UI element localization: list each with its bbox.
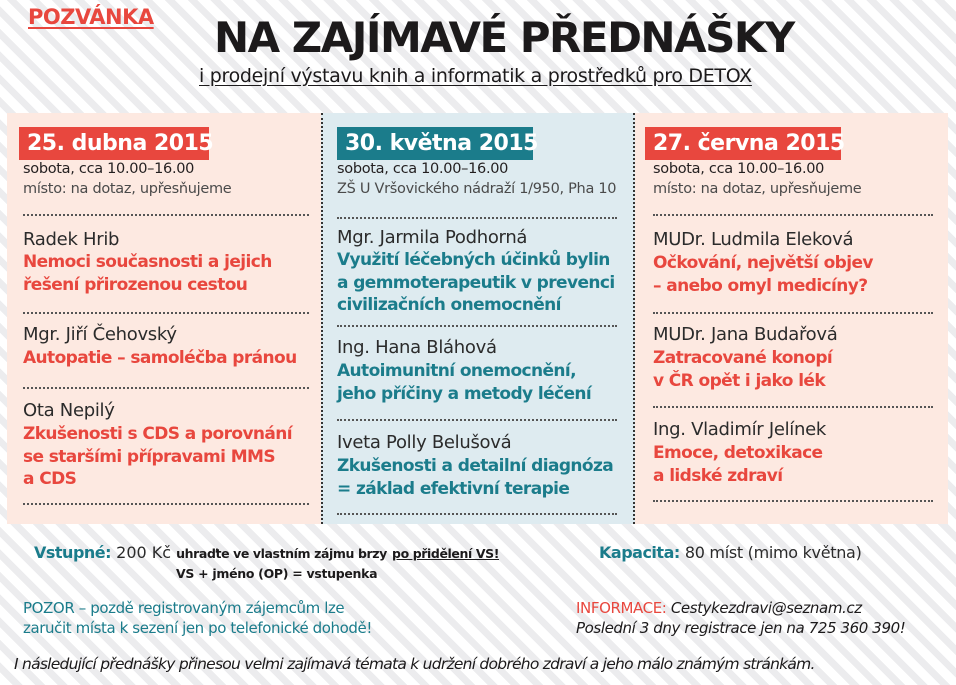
admission-price: 200 Kč: [116, 543, 172, 562]
talk-title: [337, 360, 591, 405]
dotted-divider: [653, 312, 933, 314]
speaker-name: Iveta Polly Belušová: [337, 432, 512, 453]
talk-title-line: a gemmoterapeutik v prevenci: [337, 272, 615, 293]
event-place: místo: na dotaz, upřesňujeme: [653, 181, 862, 197]
invitation-label: POZVÁNKA: [28, 5, 154, 29]
talk-title-line: Zkušenosti a detailní diagnóza: [337, 456, 614, 476]
dotted-divider: [23, 214, 309, 216]
talk-title-line: civilizačních onemocnění: [337, 295, 561, 315]
warning-line: POZOR – pozdě registrovaným zájemcům lze: [23, 599, 345, 617]
talk-title-line: Využití léčebných účinků bylin: [337, 250, 610, 270]
contact-email[interactable]: Cestykezdravi@seznam.cz: [670, 599, 862, 617]
speaker-name: MUDr. Ludmila Eleková: [653, 229, 854, 250]
dotted-divider: [653, 500, 933, 502]
talk-title: [653, 442, 822, 487]
talk-title-line: Emoce, detoxikace: [653, 443, 823, 463]
event-time: sobota, cca 10.00–16.00: [23, 161, 195, 177]
capacity-label: Kapacita:: [599, 543, 680, 562]
event-place: místo: na dotaz, upřesňujeme: [23, 181, 232, 197]
talk-title-line: se staršími přípravami MMS: [23, 446, 275, 467]
speaker-name: Ing. Vladimír Jelínek: [653, 419, 827, 440]
dotted-divider: [23, 312, 309, 314]
talk-title-line: Zkušenosti s CDS a porovnání: [23, 424, 293, 444]
talk-title-line: Zatracované konopí: [653, 348, 833, 368]
dotted-divider: [337, 217, 617, 219]
talk-title: [337, 455, 613, 500]
talk-title: [337, 249, 615, 317]
event-panel-june: [635, 113, 948, 524]
warning-line: zaručit místa k sezení jen po telefonické dohodě!: [23, 619, 372, 637]
event-date: 25. dubna 2015: [19, 127, 209, 160]
page-title: NA ZAJÍMAVÉ PŘEDNÁŠKY: [214, 13, 794, 62]
admission-ticket-note: VS + jméno (OP) = vstupenka: [176, 566, 378, 581]
admission-vs-note: po přidělení VS!: [392, 546, 500, 561]
speaker-name: Mgr. Jiří Čehovský: [23, 324, 177, 345]
talk-title-line: = základ efektivní terapie: [337, 478, 570, 499]
admission-info: [34, 543, 499, 562]
talk-title: [23, 423, 292, 491]
dotted-divider: [653, 406, 933, 408]
event-panel-april: [7, 113, 321, 524]
talk-title-line: a lidské zdraví: [653, 465, 783, 486]
dotted-divider: [653, 214, 933, 216]
speaker-name: Ota Nepilý: [23, 400, 115, 421]
talk-title: [23, 251, 272, 296]
speaker-name: MUDr. Jana Budařová: [653, 324, 838, 345]
event-panel-may: [321, 113, 635, 524]
talk-title: [653, 347, 832, 392]
contact-info: [576, 598, 905, 638]
talk-title-line: Autopatie – samoléčba pránou: [23, 348, 297, 368]
event-time: sobota, cca 10.00–16.00: [337, 161, 509, 177]
event-date: 27. června 2015: [645, 127, 841, 160]
page-subtitle: i prodejní výstavu knih a informatik a prostředků pro DETOX: [199, 65, 752, 87]
capacity-info: [599, 543, 862, 562]
speaker-name: Ing. Hana Bláhová: [337, 337, 497, 358]
admission-note: uhraďte ve vlastním zájmu brzy: [176, 546, 387, 561]
dotted-divider: [337, 419, 617, 421]
closing-note: I následující přednášky přinesou velmi zajímavá témata k udržení dobrého zdraví a jeho málo známým stránkám.: [14, 655, 815, 673]
info-label: INFORMACE:: [576, 599, 667, 617]
talk-title-line: v ČR opět i jako lék: [653, 370, 826, 391]
dotted-divider: [337, 513, 617, 515]
dotted-divider: [337, 325, 617, 327]
talk-title: [23, 347, 297, 370]
admission-label: Vstupné:: [34, 543, 112, 562]
registration-phone-note: Poslední 3 dny registrace jen na 725 360 390!: [576, 619, 906, 637]
talk-title-line: řešení přirozenou cestou: [23, 274, 248, 295]
event-time: sobota, cca 10.00–16.00: [653, 161, 825, 177]
talk-title-line: Očkování, největší objev: [653, 253, 873, 273]
talk-title-line: – anebo omyl medicíny?: [653, 275, 868, 296]
talk-title-line: Nemoci současnosti a jejich: [23, 252, 272, 272]
talk-title-line: jeho příčiny a metody léčení: [337, 383, 592, 404]
event-place: ZŠ U Vršovického nádraží 1/950, Pha 10: [337, 181, 617, 197]
speaker-name: Radek Hrib: [23, 229, 120, 250]
speaker-name: Mgr. Jarmila Podhorná: [337, 227, 528, 248]
talk-title: [653, 252, 873, 297]
talk-title-line: Autoimunitní onemocnění,: [337, 361, 577, 381]
talk-title-line: a CDS: [23, 469, 77, 489]
warning-note: [23, 598, 372, 638]
capacity-value: 80 míst (mimo května): [684, 543, 862, 562]
dotted-divider: [23, 503, 309, 505]
dotted-divider: [23, 387, 309, 389]
event-date: 30. května 2015: [337, 127, 533, 160]
